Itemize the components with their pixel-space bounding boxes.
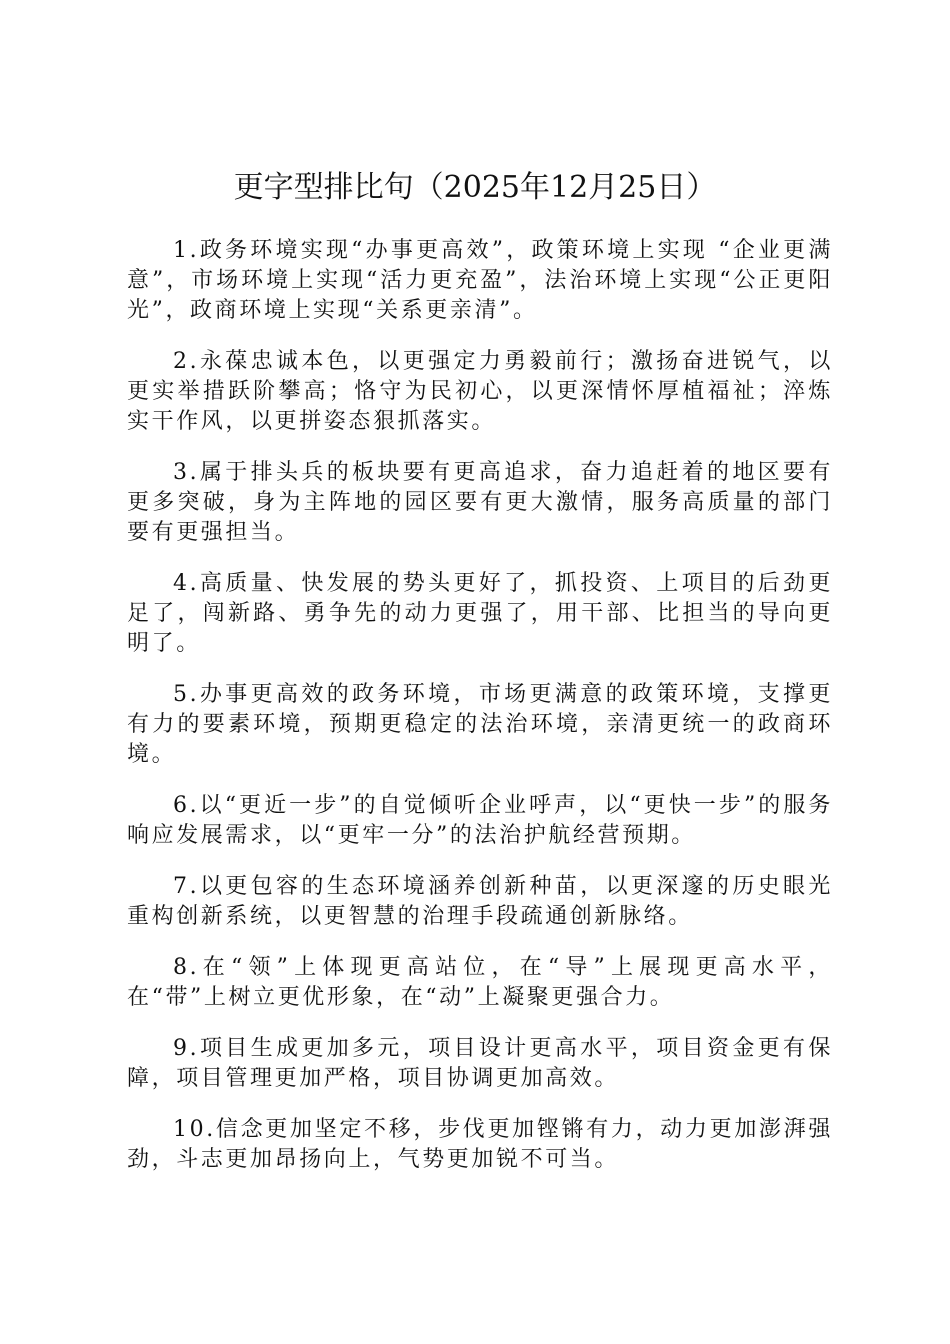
paragraph-5: 5.办事更高效的政务环境，市场更满意的政策环境，支撑更有力的要素环境，预期更稳定的法治环境，亲清更统一的政商环境。 <box>127 682 833 767</box>
paragraph-8: 8.在“领”上体现更高站位，在“导”上展现更高水平，在“带”上树立更优形象，在“动”上凝聚更强合力。 <box>127 955 833 1010</box>
paragraph-7: 7.以更包容的生态环境涵养创新种苗，以更深邃的历史眼光重构创新系统，以更智慧的治理手段疏通创新脉络。 <box>127 874 833 929</box>
paragraph-1: 1.政务环境实现“办事更高效”，政策环境上实现 “企业更满意”，市场环境上实现“活力更充盈”，法治环境上实现“公正更阳光”，政商环境上实现“关系更亲清”。 <box>127 238 833 323</box>
paragraph-6: 6.以“更近一步”的自觉倾听企业呼声，以“更快一步”的服务响应发展需求，以“更牢一分”的法治护航经营预期。 <box>127 793 833 848</box>
document-title: 更字型排比句（2025年12月25日） <box>233 170 717 205</box>
paragraph-9: 9.项目生成更加多元，项目设计更高水平，项目资金更有保障，项目管理更加严格，项目协调更加高效。 <box>127 1036 833 1091</box>
paragraph-10: 10.信念更加坚定不移，步伐更加铿锵有力，动力更加澎湃强劲，斗志更加昂扬向上，气势更加锐不可当。 <box>127 1117 833 1172</box>
document-body <box>127 236 833 1196</box>
paragraph-4: 4.高质量、快发展的势头更好了，抓投资、上项目的后劲更足了，闯新路、勇争先的动力更强了，用干部、比担当的导向更明了。 <box>127 571 833 656</box>
paragraph-2: 2.永葆忠诚本色，以更强定力勇毅前行；激扬奋进锐气，以更实举措跃阶攀高；恪守为民初心，以更深情怀厚植福祉；淬炼实干作风，以更拼姿态狠抓落实。 <box>127 349 833 434</box>
paragraph-3: 3.属于排头兵的板块要有更高追求，奋力追赶着的地区要有更多突破，身为主阵地的园区要有更大激情，服务高质量的部门要有更强担当。 <box>127 460 833 545</box>
